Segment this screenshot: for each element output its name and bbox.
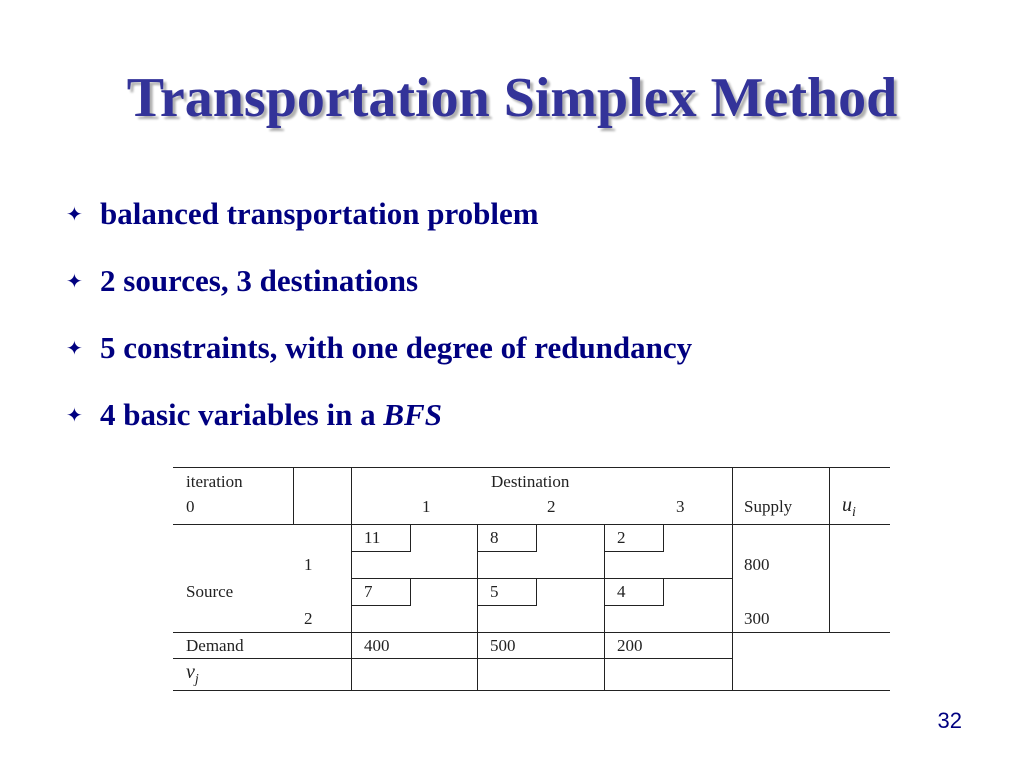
table-bottom-border: [173, 690, 890, 691]
supply-column-divider: [732, 467, 733, 691]
u-column-divider: [829, 467, 830, 633]
bullet-text-prefix: 4 basic variables in a: [100, 396, 384, 432]
bfs-abbreviation: BFS: [383, 396, 442, 432]
iteration-divider: [293, 467, 294, 524]
bullet-item: [66, 314, 692, 381]
demand-2: 500: [490, 636, 516, 655]
cost-s2-d2: 5: [490, 582, 499, 601]
bullet-text: [100, 397, 442, 433]
cost-box: [478, 579, 537, 606]
cost-s1-d2: 8: [490, 528, 499, 547]
bullet-text: 2 sources, 3 destinations: [100, 262, 419, 298]
bullet-item: [66, 180, 692, 247]
destination-1-header: 1: [422, 497, 431, 516]
supply-2: 300: [744, 609, 770, 628]
cost-s1-d1: 11: [364, 528, 381, 547]
bullet-item: [66, 247, 692, 314]
destination-2-header: 2: [547, 497, 556, 516]
cost-s2-d3: 4: [617, 582, 626, 601]
supply-label: Supply: [744, 497, 793, 516]
destination-label: Destination: [491, 472, 570, 491]
source-label: Source: [186, 582, 234, 601]
transportation-table: [173, 467, 890, 691]
v-label: $v_j$: [186, 661, 199, 687]
cost-s1-d3: 2: [617, 528, 626, 547]
cost-box: [352, 579, 411, 606]
demand-label: Demand: [186, 636, 244, 655]
source-1-label: 1: [304, 555, 313, 574]
bullet-text: 5 constraints, with one degree of redundancy: [100, 329, 693, 365]
demand-3: 200: [617, 636, 643, 655]
destination-3-header: 3: [676, 497, 685, 516]
bullet-list: [66, 180, 692, 448]
cost-box: [605, 525, 664, 552]
supply-1: 800: [744, 555, 770, 574]
cost-box: [478, 525, 537, 552]
page-number: 32: [937, 708, 962, 733]
four-pointed-star-icon: ✦: [66, 335, 83, 360]
cost-box: [605, 579, 664, 606]
bullet-text: balanced transportation problem: [100, 195, 539, 231]
four-pointed-star-icon: ✦: [66, 268, 83, 293]
slide-title: Transportation Simplex Method: [126, 67, 898, 129]
v-row-top-border: [173, 658, 732, 659]
four-pointed-star-icon: ✦: [66, 201, 83, 226]
iteration-label: iteration: [186, 472, 243, 491]
cost-box: [352, 525, 411, 552]
bullet-item: [66, 381, 692, 448]
u-label: $u_i$: [842, 494, 856, 520]
four-pointed-star-icon: ✦: [66, 402, 83, 427]
iteration-value: 0: [186, 497, 195, 516]
demand-1: 400: [364, 636, 390, 655]
source-2-label: 2: [304, 609, 313, 628]
cost-s2-d1: 7: [364, 582, 373, 601]
demand-top-border: [173, 632, 890, 633]
table-top-border: [173, 467, 890, 468]
